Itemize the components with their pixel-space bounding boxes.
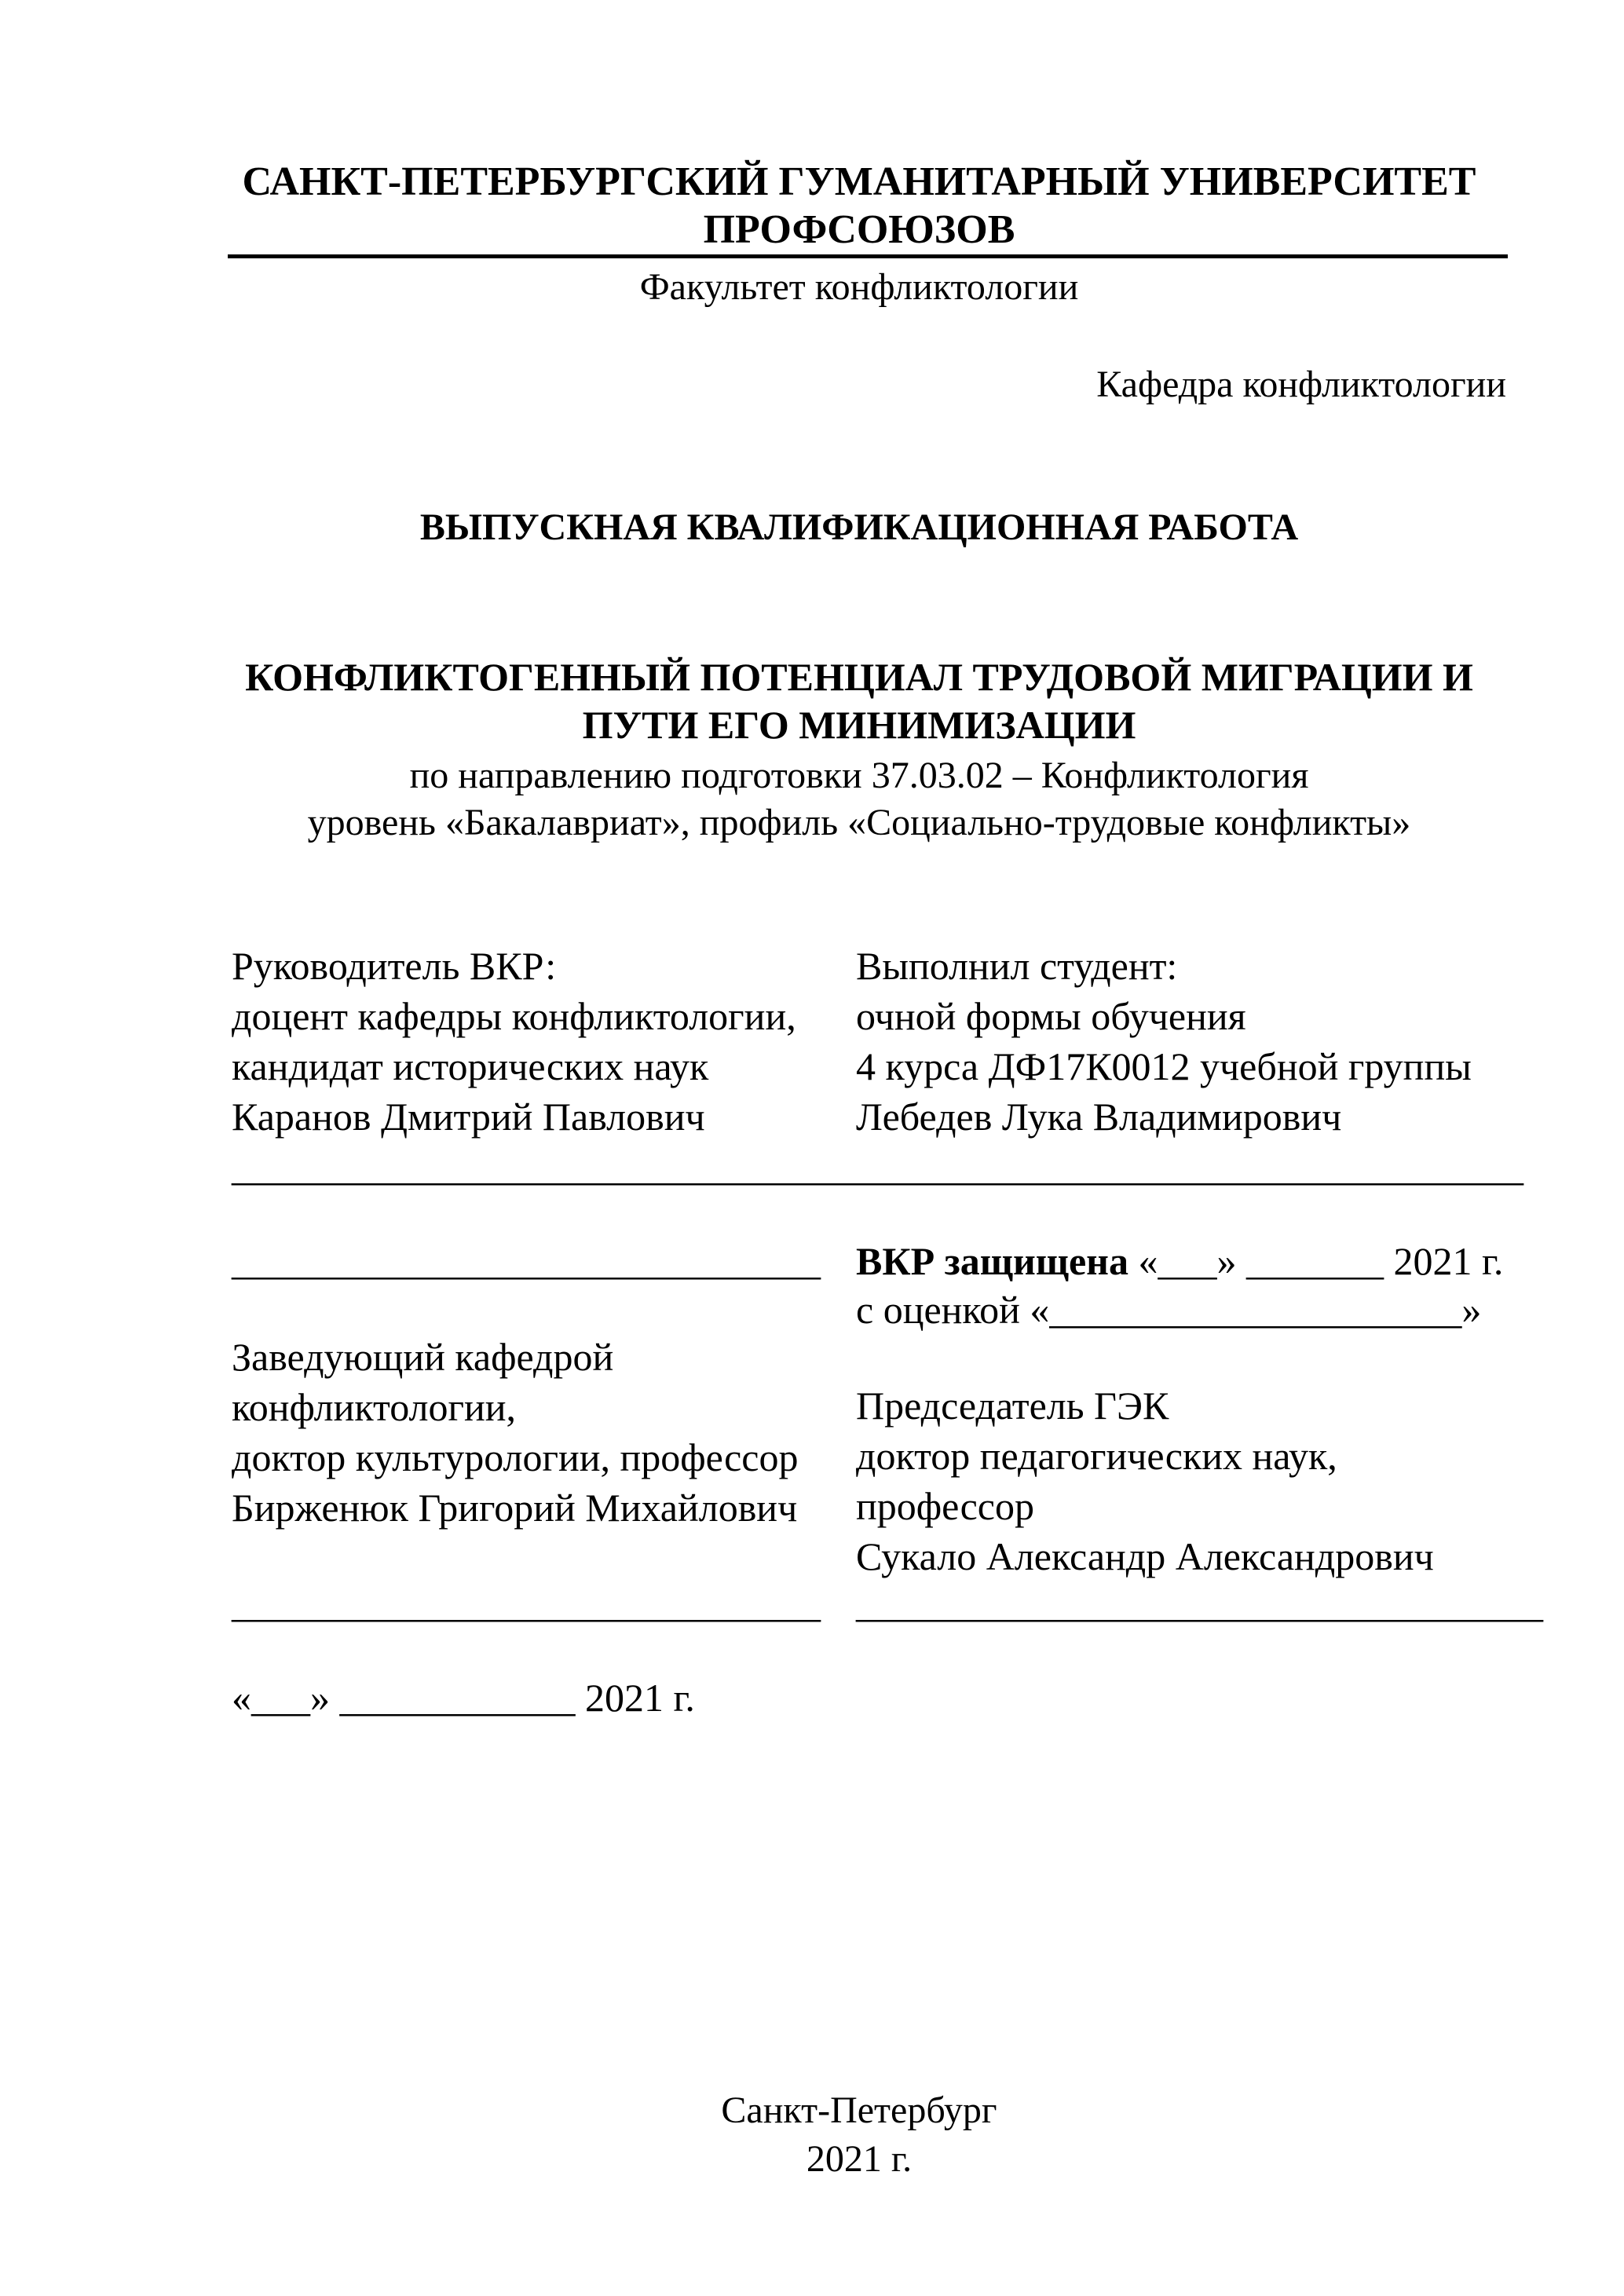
chairman-signature-line: ___________________________________ [856,1581,1543,1625]
defense-date: «___» _______ 2021 г. [1128,1239,1504,1283]
defense-status [856,1236,1503,1286]
head-label-line1: Заведующий кафедрой [232,1335,614,1379]
chairman-degree-line2: профессор [856,1484,1034,1528]
defense-label: ВКР защищена [856,1239,1128,1283]
chairman-degree-line1: доктор педагогических наук, [856,1434,1337,1478]
university-name-line2: ПРОФСОЮЗОВ [703,207,1015,252]
supervisor-name: Каранов Дмитрий Павлович [232,1095,705,1139]
supervisor-second-line: ______________________________ [232,1239,821,1283]
supervisor-position: доцент кафедры конфликтологии, [232,994,796,1038]
chairman-label: Председатель ГЭК [856,1384,1169,1428]
university-name-line1: САНКТ-ПЕТЕРБУРГСКИЙ ГУМАНИТАРНЫЙ УНИВЕРСИТЕТ [242,159,1476,204]
student-signature-line: __________________________________ [856,1145,1523,1189]
student-name: Лебедев Лука Владимирович [856,1095,1342,1139]
student-group: 4 курса ДФ17К0012 учебной группы [856,1044,1472,1088]
head-signature-line: ______________________________ [232,1581,821,1625]
student-label: Выполнил студент: [856,944,1178,988]
approval-date: «___» ____________ 2021 г. [232,1676,695,1720]
supervisor-degree: кандидат исторических наук [232,1044,709,1088]
department-name: Кафедра конфликтологии [1096,364,1506,405]
footer-year: 2021 г. [806,2138,913,2180]
footer-city: Санкт-Петербург [721,2089,997,2131]
head-name: Бирженюк Григорий Михайлович [232,1486,798,1530]
supervisor-block [232,941,880,1192]
topic-title-line2: ПУТИ ЕГО МИНИМИЗАЦИИ [582,703,1136,747]
topic-title-line1: КОНФЛИКТОГЕННЫЙ ПОТЕНЦИАЛ ТРУДОВОЙ МИГРАЦИИ И [245,655,1473,699]
supervisor-signature-line: _________________________________ [232,1145,880,1189]
training-level: уровень «Бакалавриат», профиль «Социально-трудовые конфликты» [307,802,1411,843]
defense-grade: с оценкой «_____________________» [856,1288,1482,1332]
chairman-block [856,1380,1434,1581]
head-label-line2: конфликтологии, [232,1385,517,1429]
header-rule [228,254,1508,258]
student-block [856,941,1523,1192]
supervisor-label: Руководитель ВКР: [232,944,557,988]
faculty-name: Факультет конфликтологии [639,266,1079,308]
work-type-title: ВЫПУСКНАЯ КВАЛИФИКАЦИОННАЯ РАБОТА [419,506,1299,548]
chairman-name: Сукало Александр Александрович [856,1534,1434,1578]
student-study-form: очной формы обучения [856,994,1246,1038]
head-degree: доктор культурологии, профессор [232,1435,799,1479]
head-of-department-block [232,1332,798,1533]
training-direction: по направлению подготовки 37.03.02 – Конфликтология [409,755,1309,796]
